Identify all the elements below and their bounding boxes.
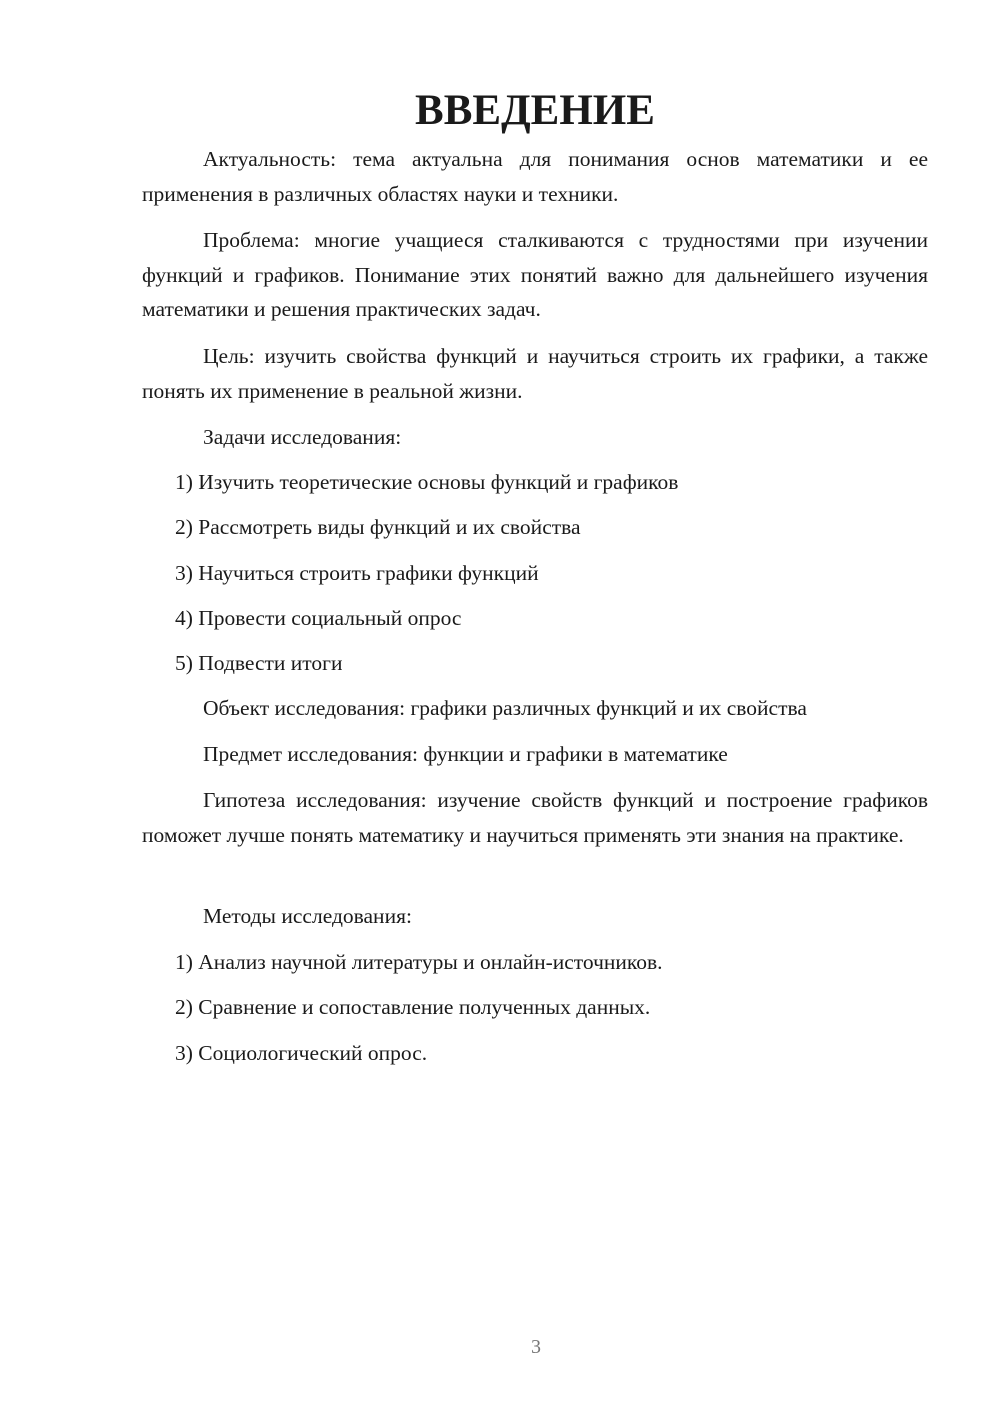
goal-paragraph: Цель: изучить свойства функций и научиться строить их графики, а также понять их применение в реальной жизни. [142,344,928,403]
method-item: 1) Анализ научной литературы и онлайн-источников. [175,950,663,974]
problem-paragraph: Проблема: многие учащиеся сталкиваются с трудностями при изучении функций и графиков. Понимание этих понятий важно для дальнейшего изучения математики и решения практических задач. [142,228,928,321]
relevance-paragraph: Актуальность: тема актуальна для понимания основ математики и ее применения в различных областях науки и техники. [142,147,928,206]
methods-heading: Методы исследования: [203,904,412,928]
object-paragraph: Объект исследования: графики различных функций и их свойства [203,696,807,720]
hypothesis-paragraph: Гипотеза исследования: изучение свойств функций и построение графиков поможет лучше понять математику и научиться применять эти знания на практике. [142,788,928,847]
page-title: ВВЕДЕНИЕ [415,87,655,134]
method-item: 3) Социологический опрос. [175,1041,428,1065]
task-item: 3) Научиться строить графики функций [175,561,539,585]
task-item: 5) Подвести итоги [175,651,343,675]
tasks-heading: Задачи исследования: [203,425,402,449]
task-item: 4) Провести социальный опрос [175,606,462,630]
page-number: 3 [531,1336,541,1358]
subject-paragraph: Предмет исследования: функции и графики в математике [203,742,728,766]
method-item: 2) Сравнение и сопоставление полученных данных. [175,995,651,1019]
task-item: 1) Изучить теоретические основы функций и графиков [175,470,679,494]
task-item: 2) Рассмотреть виды функций и их свойства [175,515,581,539]
